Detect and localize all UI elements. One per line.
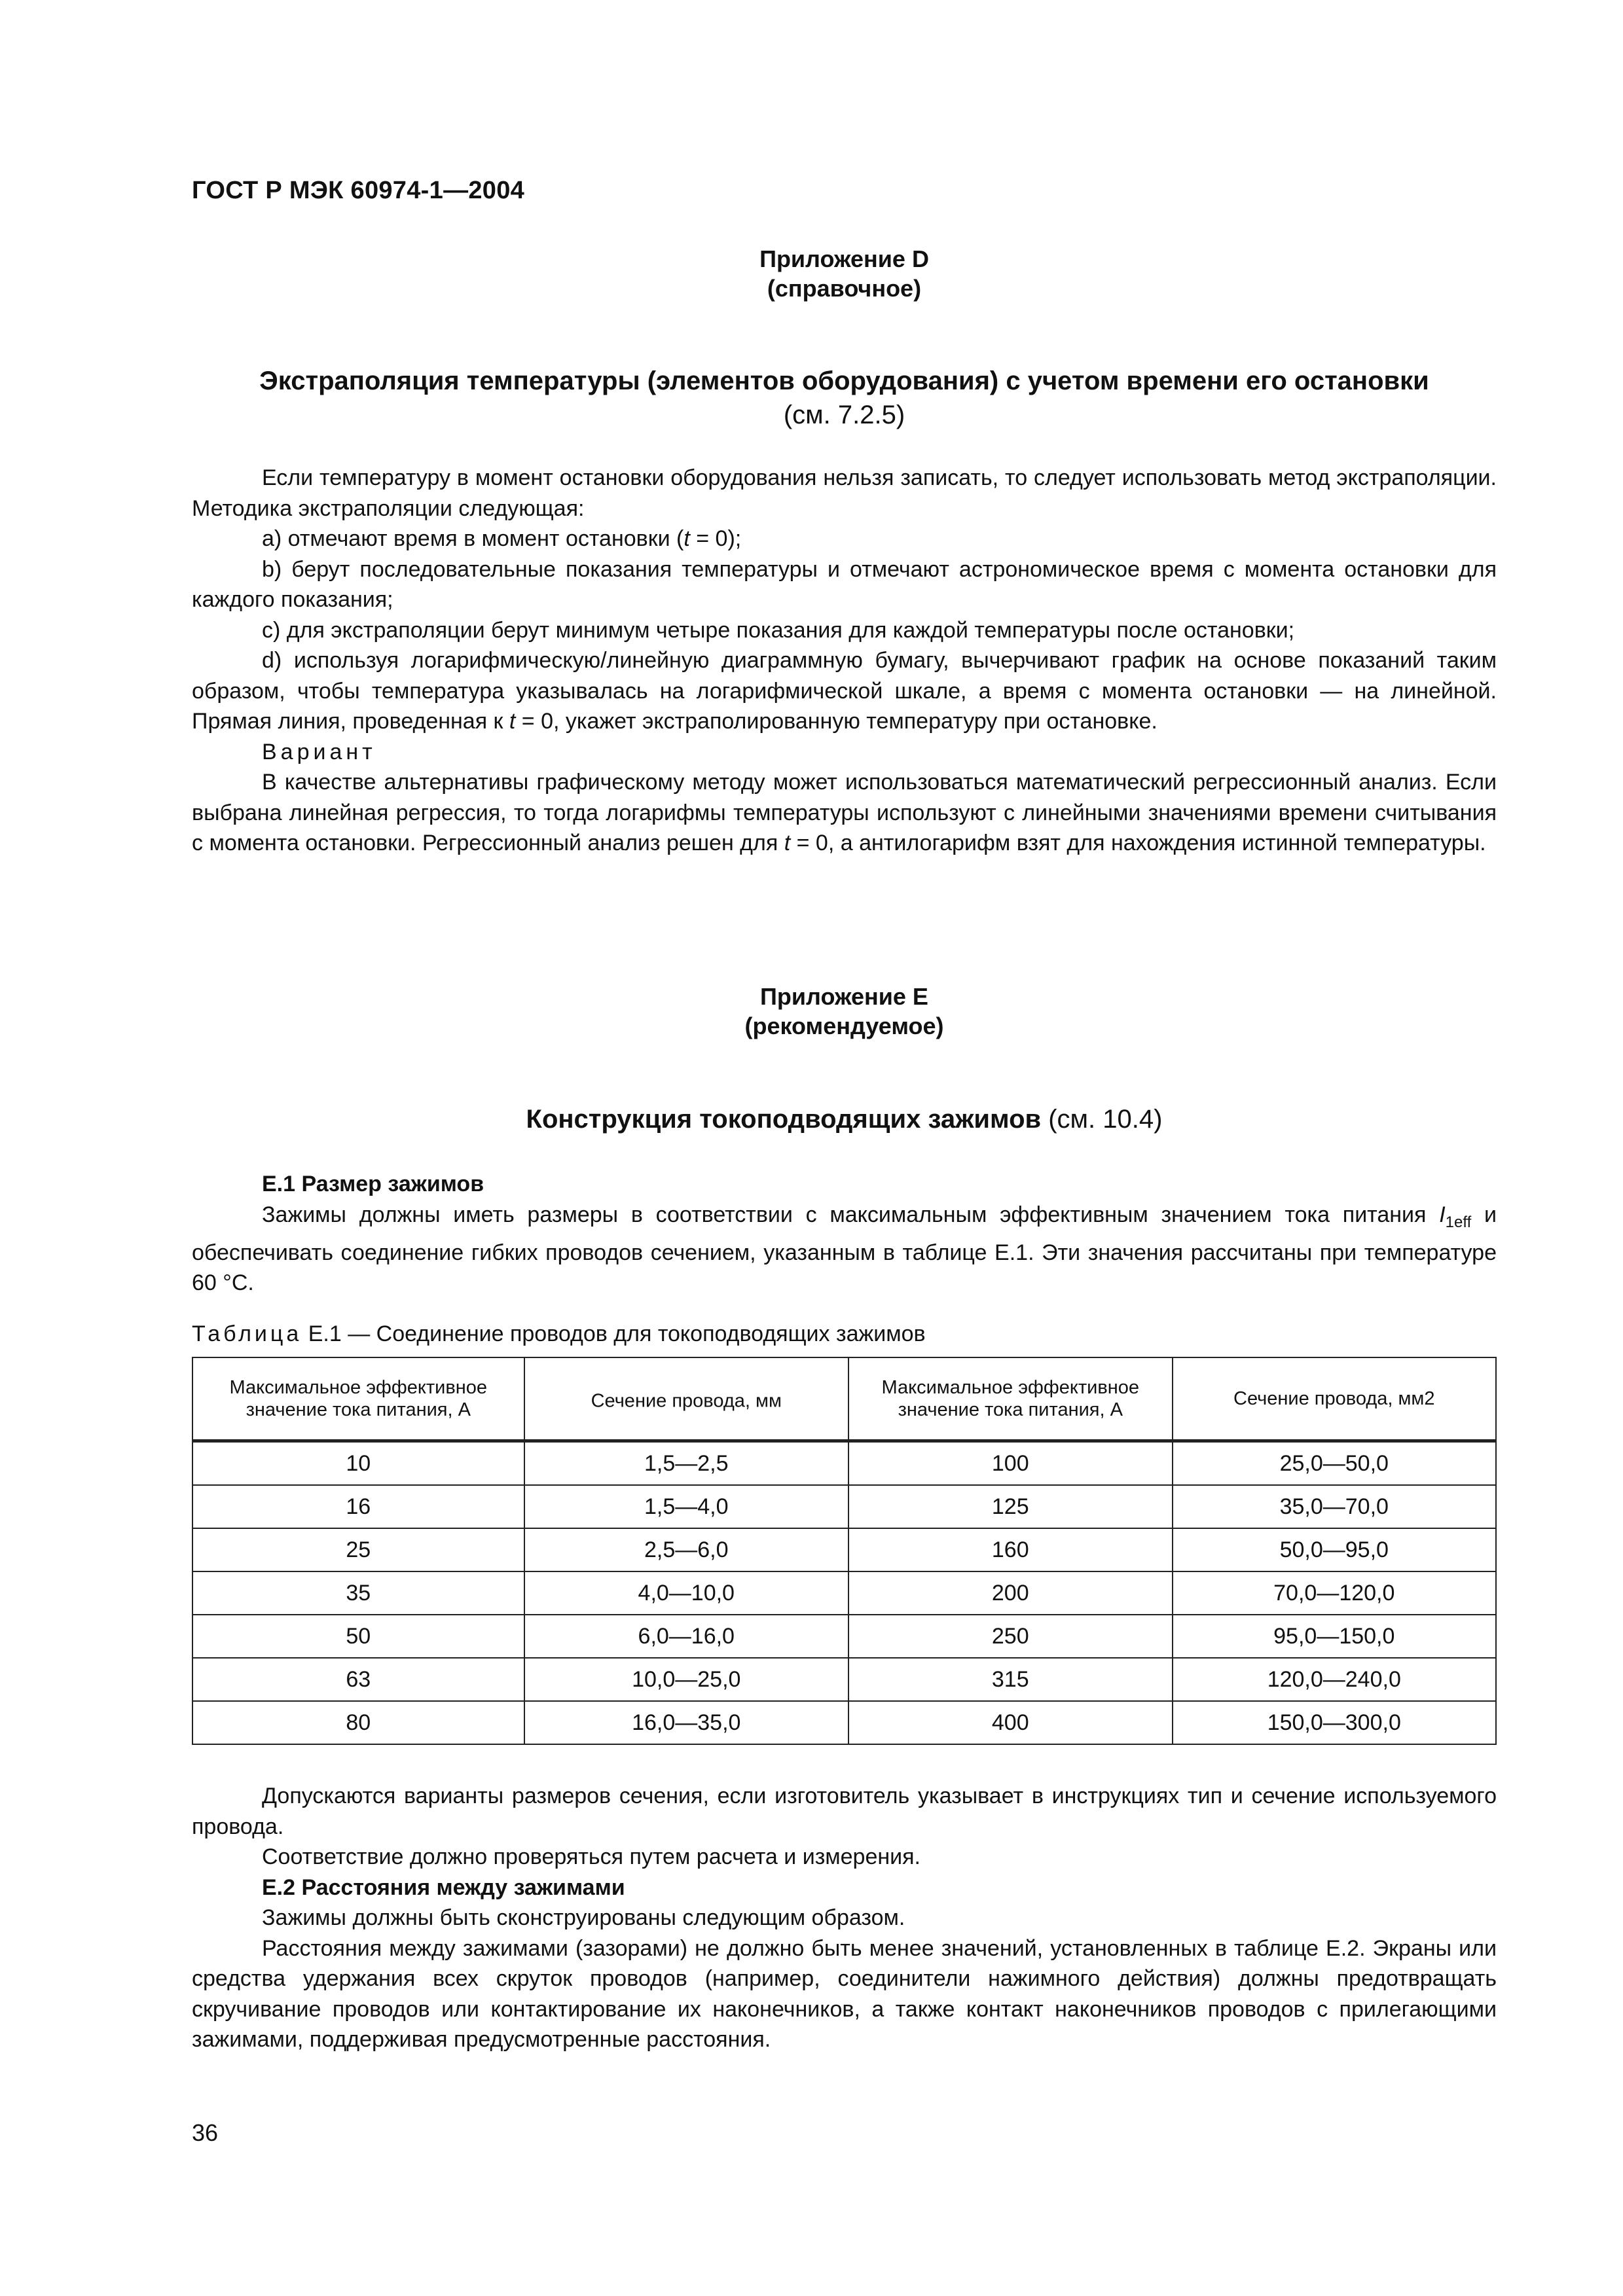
section-e2-heading: E.2 Расстояния между зажимами xyxy=(262,1874,625,1900)
page-number: 36 xyxy=(192,2119,219,2146)
appendix-d-variant-text: В качестве альтернативы графическому методу может использоваться математический регрессионный анализ. Если выбрана линейная регрессия, то тогда логарифмы температуры используют с линейными значениями времени считывания с момента остановки. Регрессионный анализ решен для t = 0, а антилогарифм взят для нахождения истинной температуры. xyxy=(192,770,1497,855)
table-cell: 50,0—95,0 xyxy=(1173,1528,1496,1571)
appendix-d-item-d: d) используя логарифмическую/линейную диаграммную бумагу, вычерчивают график на основе показаний таким образом, чтобы температура указывалась на логарифмической шкале, а время с момента остановки — на линейной. Прямая линия, проведенная к t = 0, укажет экстраполированную температуру при остановке. xyxy=(192,648,1497,734)
table-cell: 250 xyxy=(848,1615,1173,1658)
table-header-cell: Максимальное эффективное значение тока питания, А xyxy=(848,1357,1173,1441)
appendix-e-ref: (см. 10.4) xyxy=(1041,1105,1163,1134)
table-cell: 95,0—150,0 xyxy=(1173,1615,1496,1658)
table-cell: 35 xyxy=(192,1571,524,1615)
section-e1-heading: E.1 Размер зажимов xyxy=(262,1172,484,1196)
table-cell: 400 xyxy=(848,1701,1173,1744)
appendix-e-title-block xyxy=(192,1102,1497,1136)
table-header-cell: Сечение провода, мм2 xyxy=(1173,1357,1496,1441)
section-e1-text: Зажимы должны иметь размеры в соответствии с максимальным эффективным значением тока питания $I_{1eff}$ и обеспечивать соединение гибких проводов сечением, указанным в таблице E.1. Эти значения рассчитаны при температуре 60 °С. xyxy=(192,1202,1497,1296)
table-row xyxy=(192,1528,1496,1571)
table-cell: 125 xyxy=(848,1485,1173,1528)
table-cell: 35,0—70,0 xyxy=(1173,1485,1496,1528)
table-header-row xyxy=(192,1357,1496,1441)
table-cell: 6,0—16,0 xyxy=(524,1615,848,1658)
table-row xyxy=(192,1441,1496,1486)
table-row xyxy=(192,1571,1496,1615)
table-cell: 1,5—2,5 xyxy=(524,1441,848,1486)
appendix-e-label: Приложение E xyxy=(760,983,928,1010)
table-cell: 315 xyxy=(848,1658,1173,1701)
table-header-cell: Сечение провода, мм xyxy=(524,1357,848,1441)
table-body xyxy=(192,1441,1496,1745)
table-cell: 63 xyxy=(192,1658,524,1701)
table-cell: 10,0—25,0 xyxy=(524,1658,848,1701)
after-table-text xyxy=(192,1781,1497,2055)
table-cell: 25 xyxy=(192,1528,524,1571)
table-cell: 4,0—10,0 xyxy=(524,1571,848,1615)
appendix-d-title: Экстраполяция температуры (элементов оборудования) с учетом времени его остановки xyxy=(259,367,1429,395)
section-e2-text-2: Расстояния между зажимами (зазорами) не должно быть менее значений, установленных в таблице E.2. Экраны или средства удержания всех скруток проводов (например, соединители нажимного действия) должны предотвращать скручивание проводов или контактирование их наконечников, а также контакт наконечников проводов с прилегающими зажимами, поддерживая предусмотренные расстояния. xyxy=(192,1935,1497,2052)
table-cell: 100 xyxy=(848,1441,1173,1486)
table-cell: 10 xyxy=(192,1441,524,1486)
table-header-cell: Максимальное эффективное значение тока питания, А xyxy=(192,1357,524,1441)
appendix-d-heading xyxy=(192,244,1497,303)
section-e1 xyxy=(192,1169,1497,1299)
appendix-e-type: (рекомендуемое) xyxy=(744,1013,944,1039)
after-table-paragraph-2: Соответствие должно проверяться путем расчета и измерения. xyxy=(262,1844,921,1869)
table-cell: 200 xyxy=(848,1571,1173,1615)
appendix-d-item-b: b) берут последовательные показания температуры и отмечают астрономическое время с момента остановки для каждого показания; xyxy=(192,556,1497,612)
table-row xyxy=(192,1485,1496,1528)
appendix-d-label: Приложение D xyxy=(759,245,929,272)
appendix-d-variant-label: Вариант xyxy=(262,739,376,764)
table-cell: 120,0—240,0 xyxy=(1173,1658,1496,1701)
appendix-e-title: Конструкция токоподводящих зажимов xyxy=(526,1105,1042,1134)
table-cell: 80 xyxy=(192,1701,524,1744)
after-table-paragraph-1: Допускаются варианты размеров сечения, если изготовитель указывает в инструкциях тип и сечение используемого провода. xyxy=(192,1784,1497,1839)
appendix-d-type: (справочное) xyxy=(767,275,922,302)
table-row xyxy=(192,1615,1496,1658)
table-cell: 50 xyxy=(192,1615,524,1658)
table-cell: 70,0—120,0 xyxy=(1173,1571,1496,1615)
appendix-d-body xyxy=(192,463,1497,859)
table-row xyxy=(192,1658,1496,1701)
table-cell: 16 xyxy=(192,1485,524,1528)
appendix-e-heading xyxy=(192,982,1497,1041)
table-cell: 150,0—300,0 xyxy=(1173,1701,1496,1744)
section-e2-text-1: Зажимы должны быть сконструированы следующим образом. xyxy=(262,1905,905,1930)
appendix-d-title-block xyxy=(192,364,1497,432)
table-row xyxy=(192,1701,1496,1744)
appendix-d-intro: Если температуру в момент остановки оборудования нельзя записать, то следует использовать метод экстраполяции. Методика экстраполяции следующая: xyxy=(192,465,1497,521)
table-cell: 160 xyxy=(848,1528,1173,1571)
table-cell: 16,0—35,0 xyxy=(524,1701,848,1744)
table-cell: 25,0—50,0 xyxy=(1173,1441,1496,1486)
table-cell: 1,5—4,0 xyxy=(524,1485,848,1528)
table-e1 xyxy=(192,1357,1497,1745)
appendix-d-item-a: a) отмечают время в момент остановки (t = 0); xyxy=(262,526,742,551)
table-e1-caption: Таблица E.1 — Соединение проводов для токоподводящих зажимов xyxy=(192,1321,926,1346)
table-cell: 2,5—6,0 xyxy=(524,1528,848,1571)
appendix-d-ref: (см. 7.2.5) xyxy=(783,401,905,429)
document-code-header: ГОСТ Р МЭК 60974-1—2004 xyxy=(192,177,525,204)
appendix-d-item-c: c) для экстраполяции берут минимум четыре показания для каждой температуры после остановки; xyxy=(262,617,1295,643)
